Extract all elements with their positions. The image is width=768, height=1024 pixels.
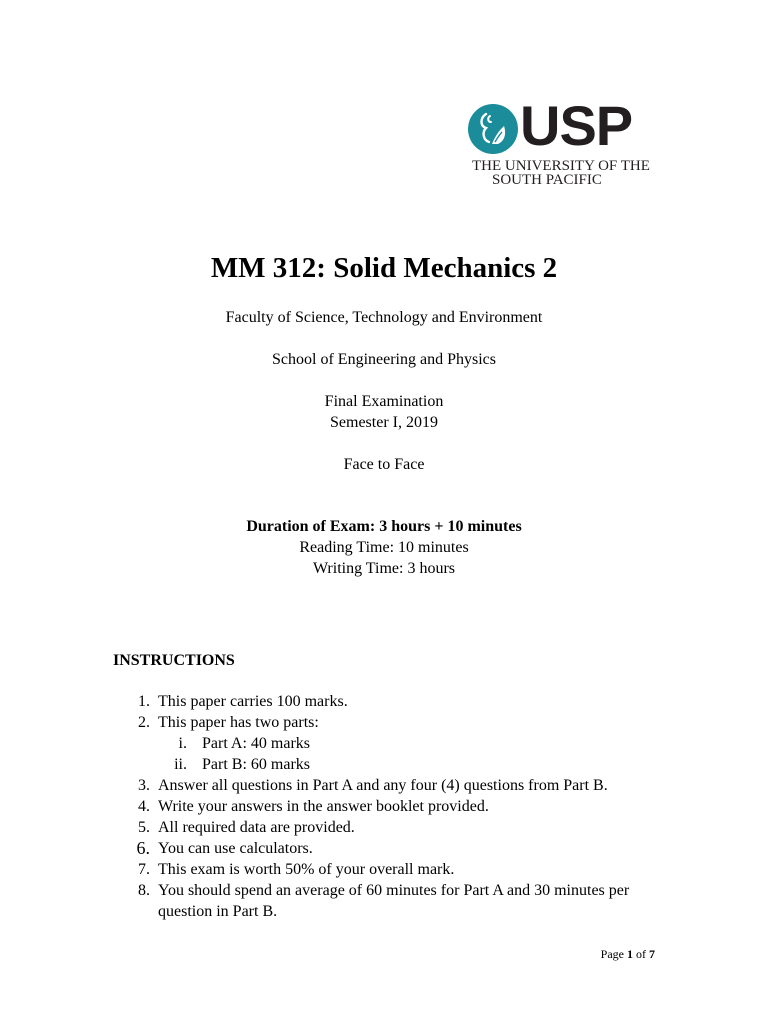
instruction-item [113, 838, 673, 859]
usp-logo [462, 94, 658, 192]
delivery-mode: Face to Face [343, 456, 425, 473]
instruction-number: 8. [138, 882, 150, 899]
logo-tagline-2: SOUTH PACIFIC [492, 172, 602, 188]
instruction-number: ii. [174, 756, 187, 773]
instruction-item [113, 817, 673, 838]
instruction-item [113, 796, 673, 817]
instruction-item [113, 880, 673, 922]
exam-duration: Duration of Exam: 3 hours + 10 minutes [246, 518, 522, 535]
instruction-item [113, 691, 673, 712]
instruction-text: Answer all questions in Part A and any four (4) questions from Part B. [158, 777, 608, 794]
logo-wordmark: USP [520, 94, 633, 157]
instruction-item [113, 775, 673, 796]
instruction-text: You should spend an average of 60 minutes for Part A and 30 minutes per question in Part B. [158, 882, 630, 920]
instruction-number: 2. [138, 714, 150, 731]
current-page: 1 [627, 947, 633, 961]
instructions-list [113, 691, 673, 922]
writing-time: Writing Time: 3 hours [312, 560, 456, 577]
instruction-item [113, 712, 673, 733]
logo-tagline-1: THE UNIVERSITY OF THE [472, 158, 650, 174]
instruction-number: 3. [138, 777, 150, 794]
page-label: Page [600, 947, 624, 961]
of-label: of [636, 947, 646, 961]
course-title: MM 312: Solid Mechanics 2 [210, 252, 558, 284]
reading-time: Reading Time: 10 minutes [299, 539, 469, 556]
instruction-number: 6. [136, 838, 150, 858]
instruction-item [113, 859, 673, 880]
school-name: School of Engineering and Physics [272, 351, 496, 368]
instruction-text: Part B: 60 marks [202, 756, 310, 773]
instruction-text: This paper carries 100 marks. [158, 693, 348, 710]
instruction-text: This paper has two parts: [158, 714, 319, 731]
instruction-number: 5. [138, 819, 150, 836]
instruction-number: 4. [138, 798, 150, 815]
exam-type: Final Examination [324, 393, 444, 410]
faculty-name: Faculty of Science, Technology and Environment [225, 309, 543, 326]
semester: Semester I, 2019 [330, 414, 438, 431]
instruction-number: 7. [138, 861, 150, 878]
instruction-number: i. [178, 735, 187, 752]
instruction-text: You can use calculators. [158, 840, 313, 857]
instruction-subitem [113, 733, 673, 754]
instruction-number: 1. [138, 693, 150, 710]
usp-emblem-icon [468, 104, 518, 154]
total-pages: 7 [649, 947, 655, 961]
instruction-text: Part A: 40 marks [202, 735, 310, 752]
page-number [601, 947, 655, 961]
instruction-text: All required data are provided. [158, 819, 355, 836]
instructions-heading: INSTRUCTIONS [113, 652, 235, 669]
instruction-subitem [113, 754, 673, 775]
instruction-text: This exam is worth 50% of your overall mark. [158, 861, 455, 878]
instruction-text: Write your answers in the answer booklet provided. [158, 798, 489, 815]
